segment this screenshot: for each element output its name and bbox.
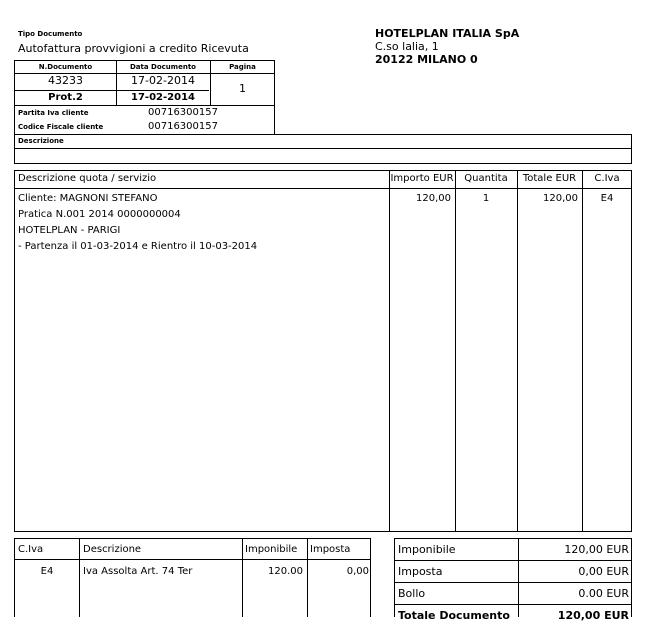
piva-label: Partita Iva cliente [18, 109, 89, 117]
vat-description: Iva Assolta Art. 74 Ter [83, 566, 193, 577]
item-quantita: 1 [482, 193, 490, 204]
vat-imponibile: 120.00 [268, 566, 303, 577]
totals-bollo-label: Bollo [398, 587, 426, 600]
totals-documento-value: 120,00 EUR [557, 609, 629, 622]
doc-type-label: Tipo Documento [18, 30, 83, 38]
data-doc-label: Data Documento [130, 63, 196, 71]
totals-imposta-label: Imposta [398, 565, 443, 578]
item-line: Cliente: MAGNONI STEFANO [18, 193, 158, 204]
items-header-totale: Totale EUR [522, 173, 577, 184]
vat-header-imposta: Imposta [310, 544, 351, 555]
ndoc-value: 43233 [48, 74, 83, 87]
company-name: HOTELPLAN ITALIA SpA [375, 27, 520, 40]
piva-value: 00716300157 [148, 107, 218, 118]
items-header-descrizione: Descrizione quota / servizio [18, 173, 157, 184]
totals-table [394, 538, 632, 622]
vat-header-civa: C.Iva [18, 544, 44, 555]
company-city: 20122 MILANO 0 [375, 53, 478, 66]
vat-header-descrizione: Descrizione [83, 544, 142, 555]
items-table [14, 170, 632, 532]
item-importo: 120,00 [416, 193, 451, 204]
description-label: Descrizione [18, 137, 64, 145]
totals-imponibile-label: Imponibile [398, 543, 456, 556]
description-box [14, 134, 632, 164]
cf-label: Codice Fiscale cliente [18, 123, 104, 131]
items-header-quantita: Quantita [464, 173, 508, 184]
items-header-civa: C.Iva [594, 173, 620, 184]
prot-label: Prot.2 [48, 92, 83, 103]
items-header-importo: Importo EUR [390, 173, 454, 184]
item-line: Pratica N.001 2014 0000000004 [18, 209, 181, 220]
totals-imponibile-value: 120,00 EUR [564, 543, 629, 556]
pagina-label: Pagina [229, 63, 256, 71]
vat-header-imponibile: Imponibile [245, 544, 298, 555]
vat-table [14, 538, 371, 617]
item-line: HOTELPLAN - PARIGI [18, 225, 121, 236]
doc-info-box [14, 60, 275, 135]
doc-type-value: Autofattura provvigioni a credito Ricevuta [18, 42, 249, 55]
vat-imposta: 0,00 [346, 566, 369, 577]
item-civa: E4 [600, 193, 614, 204]
item-line: - Partenza il 01-03-2014 e Rientro il 10-03-2014 [18, 241, 258, 252]
prot-date: 17-02-2014 [131, 92, 195, 103]
vat-code: E4 [40, 566, 54, 577]
pagina-value: 1 [239, 82, 246, 95]
data-doc-value: 17-02-2014 [131, 74, 195, 87]
company-street: C.so lalia, 1 [375, 40, 439, 53]
totals-imposta-value: 0,00 EUR [578, 565, 629, 578]
ndoc-label: N.Documento [38, 63, 93, 71]
cf-value: 00716300157 [148, 121, 218, 132]
totals-documento-label: Totale Documento [398, 609, 510, 622]
item-totale: 120,00 [543, 193, 578, 204]
totals-bollo-value: 0.00 EUR [578, 587, 629, 600]
